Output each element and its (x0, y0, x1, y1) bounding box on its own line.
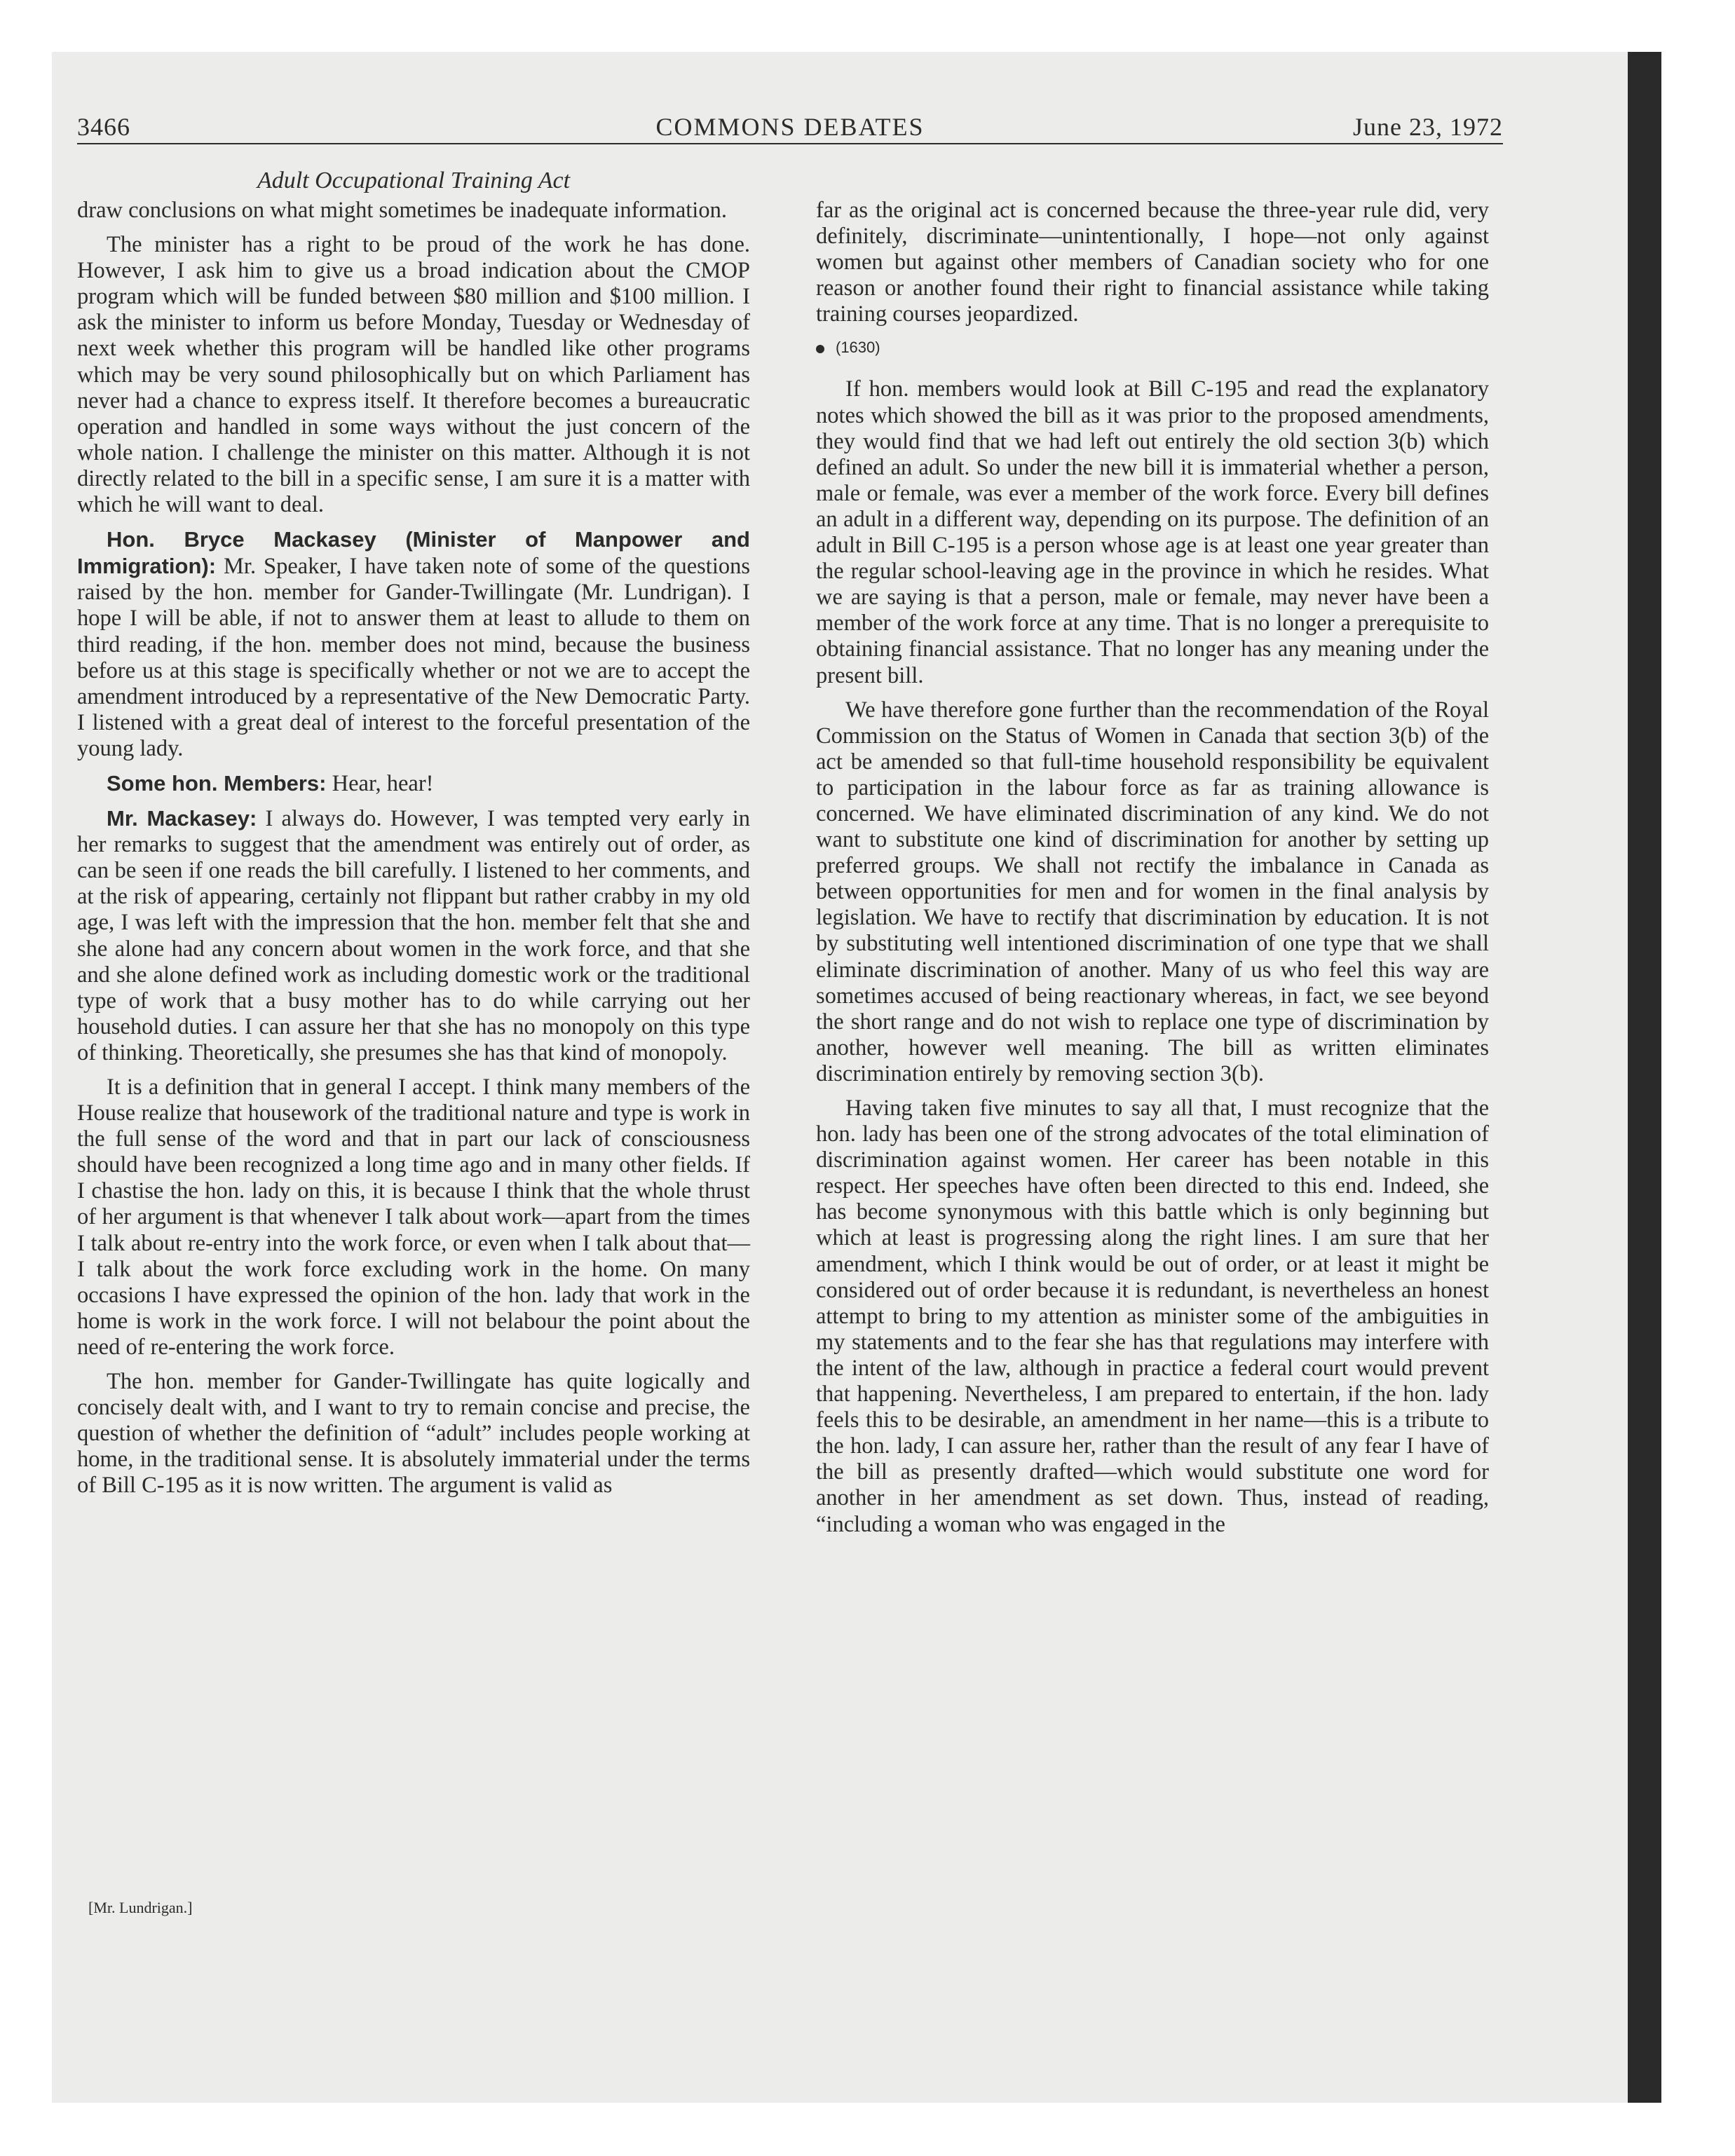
speaker-attribution-note: [Mr. Lundrigan.] (88, 1899, 193, 1916)
time-marker (816, 337, 1489, 358)
paragraph: We have therefore gone further than the recommendation of the Royal Commission on the Status of Women in Canada that section 3(b) of the act be amended so that full-time household responsibility be equivalent to participation in the labour force as far as training allowance is concerned. We have eliminated discrimination of any kind. We do not want to substitute one kind of discrimination for another by setting up preferred groups. We shall not rectify the imbalance in Canada as between opportunities for men and for women in the final analysis by legislation. We have to rectify that discrimination by education. It is not by substituting well intentioned discrimination of one type that we shall eliminate discrimination of another. Many of us who feel this way are sometimes accused of being reactionary whereas, in fact, we see beyond the short range and do not wish to replace one type of discrimination by another, however well meaning. The bill as written eliminates discrimination entirely by removing section 3(b). (816, 697, 1489, 1086)
speech-paragraph (77, 770, 750, 797)
time-marker-text: (1630) (836, 339, 880, 357)
paragraph: The minister has a right to be proud of the work he has done. However, I ask him to give us a broad indication about the CMOP program which will be funded between $80 million and $100 million. I ask the minister to inform us before Monday, Tuesday or Wednesday of next week whether this program will be handled like other programs which may be very sound philosophically but on which Parliament has never had a chance to express itself. It therefore becomes a bureaucratic operation and handled in some ways without the just concern of the whole nation. I challenge the minister on this matter. Although it is not directly related to the bill in a specific sense, I am sure it is a matter with which he will want to deal. (77, 232, 750, 518)
speech-text: Hear, hear! (326, 770, 434, 796)
header-rule (77, 143, 1503, 144)
left-column (77, 198, 750, 1508)
page-date: June 23, 1972 (1353, 113, 1503, 141)
bullet-icon (816, 345, 824, 353)
paragraph: The hon. member for Gander-Twillingate has quite logically and concisely dealt with, and I want to try to remain concise and precise, the question of whether the definition of “adult” includes people working at home, in the traditional sense. It is absolutely immaterial under the terms of Bill C-195 as it is now written. The argument is valid as (77, 1369, 750, 1499)
paragraph: draw conclusions on what might sometimes be inadequate information. (77, 198, 727, 223)
paragraph: far as the original act is concerned because the three-year rule did, very definitely, discriminate—unintentionally, I hope—not only against women but against other members of Canadian society who for one reason or another found their right to financial assistance while taking training courses jeopardized. (816, 198, 1489, 327)
journal-title: COMMONS DEBATES (655, 113, 925, 141)
page-header (77, 111, 1503, 143)
paragraph: If hon. members would look at Bill C-195 and read the explanatory notes which showed the bill as it was prior to the proposed amendments, they would find that we had left out entirely the old section 3(b) which defined an adult. So under the new bill it is immaterial whether a person, male or female, was ever a member of the work force. Every bill defines an adult in a different way, depending on its purpose. The definition of an adult in Bill C-195 is a person whose age is at least one year greater than the regular school-leaving age in the province in which he resides. What we are saying is that a person, male or female, may never have been a member of the work force at any time. That is no longer a prerequisite to obtaining financial assistance. That no longer has any meaning under the present bill. (816, 376, 1489, 688)
speech-text: I always do. However, I was tempted very early in her remarks to suggest that the amendment was entirely out of order, as can be seen if one reads the bill carefully. I listened to her comments, and at the risk of appearing, certainly not flippant but rather crabby in my old age, I was left with the impression that the hon. member felt that she and she alone had any concern about women in the work force, and that she and she alone defined work as including domestic work or the traditional type of work that a busy mother has to do while carrying out her household duties. I can assure her that she has no monopoly on this type of thinking. Theoretically, she presumes she has that kind of monopoly. (77, 806, 750, 1065)
speaker-name: Hon. Bryce Mackasey (Minister of Manpower and Immigration): (77, 527, 750, 579)
paragraph: Having taken five minutes to say all that, I must recognize that the hon. lady has been one of the strong advocates of the total elimination of discrimination against women. Her career has been notable in this respect. Her speeches have often been directed to this end. Indeed, she has become synonymous with this battle which is only beginning but which at least is progressing along the right lines. I am sure that her amendment, which I think would be out of order, or at least it might be considered out of order because it is redundant, is nevertheless an honest attempt to bring to my attention as minister some of the ambiguities in my statements and to the fear she has that regulations may interfere with the intent of the law, although in practice a federal court would prevent that happening. Nevertheless, I am prepared to entertain, if the hon. lady feels this to be desirable, an amendment in her name—this is a tribute to the hon. lady, I can assure her, rather than the result of any fear I have of the bill as presently drafted—which would substitute one word for another in her amendment as set down. Thus, instead of reading, “including a woman who was engaged in the (816, 1096, 1489, 1537)
running-title: Adult Occupational Training Act (257, 168, 571, 193)
paragraph: It is a definition that in general I accept. I think many members of the House realize that housework of the traditional nature and type is work in the full sense of the word and that in part our lack of consciousness should have been recognized a long time ago and in many other fields. If I chastise the hon. lady on this, it is because I think that the whole thrust of her argument is that whenever I talk about work—apart from the times I talk about re-entry into the work force, or even when I talk about that—I talk about the work force excluding work in the home. On many occasions I have expressed the opinion of the hon. lady that work in the home is work in the work force. I will not belabour the point about the need of re-entering the work force. (77, 1074, 750, 1360)
right-column (816, 198, 1489, 1546)
speech-text: Mr. Speaker, I have taken note of some of the questions raised by the hon. member for Gander-Twillingate (Mr. Lundrigan). I hope I will be able, if not to answer them at least to allude to them on third reading, if the hon. member does not mind, because the business before us at this stage is specifically whether or not we are to accept the amendment introduced by a representative of the New Democratic Party. I listened with a great deal of interest to the forceful presentation of the young lady. (77, 554, 750, 761)
speaker-name: Some hon. Members: (107, 770, 327, 796)
scan-dark-edge (1628, 52, 1661, 2103)
speaker-name: Mr. Mackasey: (107, 806, 257, 831)
speech-paragraph (77, 805, 750, 1066)
page-number: 3466 (77, 113, 130, 141)
speech-paragraph (77, 526, 750, 762)
